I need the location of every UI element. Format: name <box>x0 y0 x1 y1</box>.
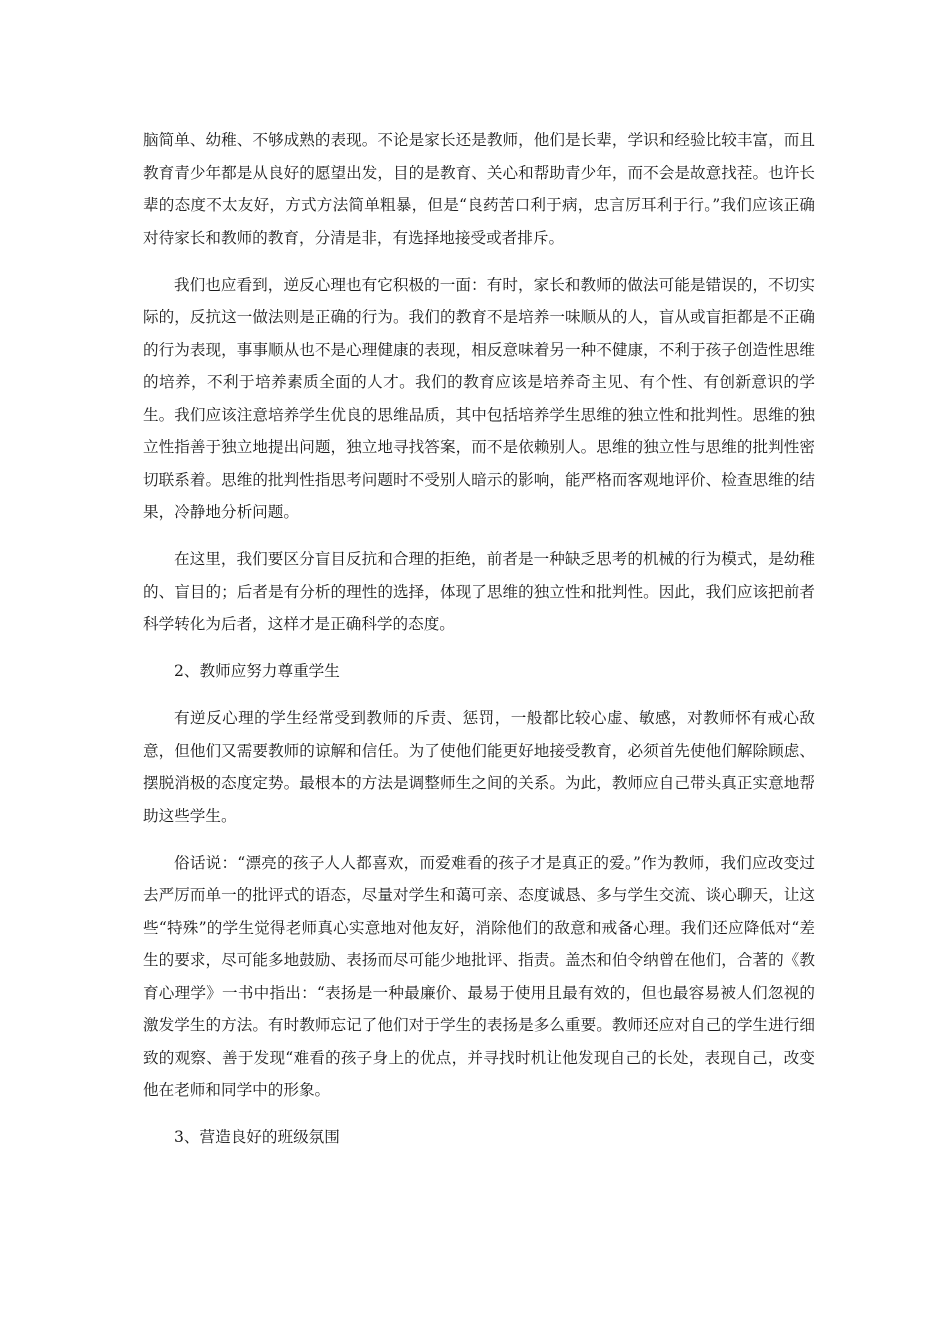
paragraph-1: 脑简单、幼稚、不够成熟的表现。不论是家长还是教师，他们是长辈，学识和经验比较丰富，而且教育青少年都是从良好的愿望出发，目的是教育、关心和帮助青少年，而不会是故意找茬。也许长辈的态度不太友好，方式方法简单粗暴，但是“良药苦口利于病，忠言厉耳利于行。”我们应该正确对待家长和教师的教育，分清是非，有选择地接受或者排斥。 <box>143 131 815 247</box>
paragraph-4: 有逆反心理的学生经常受到教师的斥责、惩罚，一般都比较心虚、敏感，对教师怀有戒心敌意，但他们又需要教师的谅解和信任。为了使他们能更好地接受教育，必须首先使他们解除顾虑、摆脱消极的态度定势。最根本的方法是调整师生之间的关系。为此，教师应自己带头真正实意地帮助这些学生。 <box>143 709 815 825</box>
document-body <box>143 124 815 1168</box>
paragraph-5: 俗话说：“漂亮的孩子人人都喜欢，而爱难看的孩子才是真正的爱。”作为教师，我们应改变过去严厉而单一的批评式的语态，尽量对学生和蔼可亲、态度诚恳、多与学生交流、谈心聊天，让这些“特殊”的学生觉得老师真心实意地对他友好，消除他们的敌意和戒备心理。我们还应降低对“差生的要求，尽可能多地鼓励、表扬而尽可能少地批评、指责。盖杰和伯令纳曾在他们，合著的《教育心理学》一书中指出：“表扬是一种最廉价、最易于使用且最有效的，但也最容易被人们忽视的激发学生的方法。有时教师忘记了他们对于学生的表扬是多么重要。教师还应对自己的学生进行细致的观察、善于发现“难看的孩子身上的优点，并寻找时机让他发现自己的长处，表现自己，改变他在老师和同学中的形象。 <box>143 853 815 1099</box>
section-heading-2: 2、教师应努力尊重学生 <box>174 662 340 680</box>
section-heading-3: 3、营造良好的班级氛围 <box>174 1128 340 1146</box>
paragraph-2: 我们也应看到，逆反心理也有它积极的一面：有时，家长和教师的做法可能是错误的，不切实际的，反抗这一做法则是正确的行为。我们的教育不是培养一味顺从的人，盲从或盲拒都是不正确的行为表现，事事顺从也不是心理健康的表现，相反意味着另一种不健康，不利于孩子创造性思维的培养，不利于培养素质全面的人才。我们的教育应该是培养奇主见、有个性、有创新意识的学生。我们应该注意培养学生优良的思维品质，其中包括培养学生思维的独立性和批判性。思维的独立性指善于独立地提出问题，独立地寻找答案，而不是依赖别人。思维的独立性与思维的批判性密切联系着。思维的批判性指思考问题时不受别人暗示的影响，能严格而客观地评价、检查思维的结果，冷静地分析问题。 <box>143 275 815 521</box>
paragraph-3: 在这里，我们要区分盲目反抗和合理的拒绝，前者是一种缺乏思考的机械的行为模式，是幼稚的、盲目的；后者是有分析的理性的选择，体现了思维的独立性和批判性。因此，我们应该把前者科学转化为后者，这样才是正确科学的态度。 <box>143 550 815 633</box>
